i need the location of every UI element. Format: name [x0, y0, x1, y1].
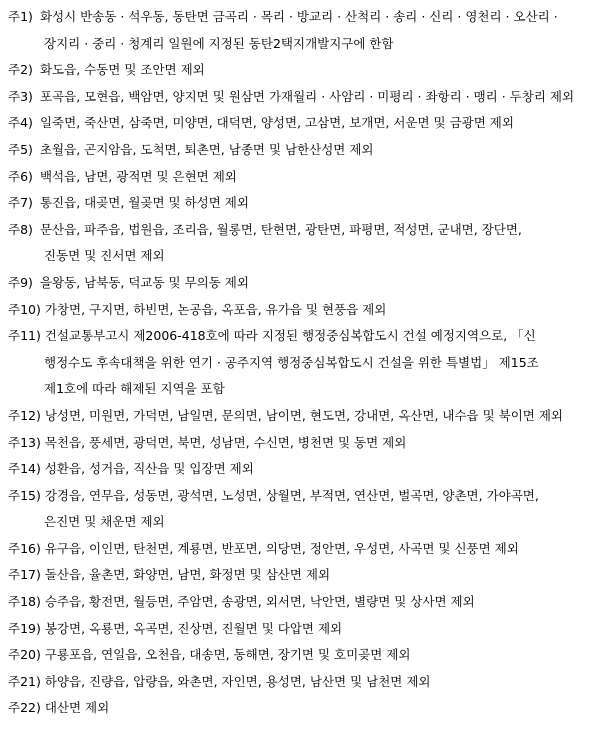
footnote-line	[8, 536, 603, 563]
footnote-label: 주14)	[8, 461, 41, 477]
footnote-5	[8, 137, 603, 164]
footnote-line	[8, 430, 603, 457]
footnote-text: 낭성면, 미원면, 가덕면, 남일면, 문의면, 남이면, 현도면, 강내면, 옥산면, 내수읍 및 북이면 제외	[44, 407, 563, 423]
footnote-text: 포곡읍, 모현읍, 백암면, 양지면 및 원삼면 가재월리 · 사암리 · 미평리 · 좌항리 · 맹리 · 두창리 제외	[39, 88, 575, 104]
footnote-4	[8, 110, 603, 137]
footnote-text: 진동면 및 진서면 제외	[44, 248, 165, 264]
footnote-7	[8, 190, 603, 217]
footnote-16	[8, 536, 603, 563]
footnote-text: 초월읍, 곤지암읍, 도척면, 퇴촌면, 남종면 및 남한산성면 제외	[39, 141, 374, 157]
footnote-label: 주8)	[8, 221, 33, 237]
footnote-text: 일죽면, 죽산면, 삼죽면, 미양면, 대덕면, 양성면, 고삼면, 보개면, 서운면 및 금광면 제외	[39, 115, 514, 131]
footnote-line	[8, 31, 603, 58]
footnote-15	[8, 483, 603, 536]
footnote-label: 주5)	[8, 141, 33, 157]
footnote-label: 주9)	[8, 274, 33, 290]
footnote-22	[8, 695, 603, 722]
footnote-3	[8, 84, 603, 111]
footnote-line	[8, 456, 603, 483]
footnote-line	[8, 616, 603, 643]
footnote-text: 목천읍, 풍세면, 광덕면, 북면, 성남면, 수신면, 병천면 및 동면 제외	[44, 434, 407, 450]
footnote-label: 주6)	[8, 168, 33, 184]
footnote-text: 행정수도 후속대책을 위한 연기 · 공주지역 행정중심복합도시 건설을 위한 특별법」 제15조	[44, 354, 539, 370]
footnote-text: 을왕동, 남북동, 덕교동 및 무의동 제외	[39, 274, 249, 290]
footnote-text: 성환읍, 성거읍, 직산읍 및 입장면 제외	[44, 461, 254, 477]
footnote-2	[8, 57, 603, 84]
footnote-text: 은진면 및 채운면 제외	[44, 514, 165, 530]
footnote-text: 문산읍, 파주읍, 법원읍, 조리읍, 월롱면, 탄현면, 광탄면, 파평면, 적성면, 군내면, 장단면,	[39, 221, 522, 237]
footnote-line	[8, 376, 603, 403]
footnote-line	[8, 164, 603, 191]
footnote-label: 주19)	[8, 620, 41, 636]
footnote-line	[8, 137, 603, 164]
footnote-text: 유구읍, 이인면, 탄천면, 계룡면, 반포면, 의당면, 정안면, 우성면, 사곡면 및 신풍면 제외	[44, 540, 519, 556]
footnote-line	[8, 642, 603, 669]
footnote-label: 주7)	[8, 195, 33, 211]
footnote-label: 주11)	[8, 328, 41, 344]
footnote-line	[8, 4, 603, 31]
footnote-label: 주2)	[8, 62, 33, 78]
footnote-18	[8, 589, 603, 616]
footnote-line	[8, 190, 603, 217]
footnote-11	[8, 323, 603, 403]
footnote-line	[8, 350, 603, 377]
footnote-line	[8, 323, 603, 350]
footnote-line	[8, 483, 603, 510]
footnote-text: 제1호에 따라 해제된 지역을 포함	[44, 381, 225, 397]
footnote-12	[8, 403, 603, 430]
footnote-label: 주17)	[8, 567, 41, 583]
footnote-text: 백석읍, 남면, 광적면 및 은현면 제외	[39, 168, 237, 184]
footnote-line	[8, 217, 603, 244]
footnote-text: 장지리 · 중리 · 청계리 일원에 지정된 동탄2택지개발지구에 한함	[44, 35, 394, 51]
footnote-8	[8, 217, 603, 270]
footnote-17	[8, 562, 603, 589]
footnote-text: 돌산읍, 율촌면, 화양면, 남면, 화정면 및 삼산면 제외	[44, 567, 331, 583]
footnote-line	[8, 243, 603, 270]
footnote-line	[8, 669, 603, 696]
footnote-line	[8, 297, 603, 324]
footnote-text: 승주읍, 황전면, 월등면, 주암면, 송광면, 외서면, 낙안면, 별량면 및 상사면 제외	[44, 594, 475, 610]
footnote-line	[8, 562, 603, 589]
footnote-text: 봉강면, 옥룡면, 옥곡면, 진상면, 진월면 및 다압면 제외	[44, 620, 343, 636]
footnote-line	[8, 695, 603, 722]
footnote-line	[8, 509, 603, 536]
footnote-line	[8, 589, 603, 616]
footnote-20	[8, 642, 603, 669]
footnote-label: 주10)	[8, 301, 41, 317]
footnote-text: 화도읍, 수동면 및 조안면 제외	[39, 62, 205, 78]
footnote-13	[8, 430, 603, 457]
footnote-label: 주21)	[8, 673, 41, 689]
footnote-21	[8, 669, 603, 696]
footnote-9	[8, 270, 603, 297]
footnote-line	[8, 403, 603, 430]
footnote-text: 구룡포읍, 연일읍, 오천읍, 대송면, 동해면, 장기면 및 호미곶면 제외	[44, 647, 411, 663]
footnote-1	[8, 4, 603, 57]
footnote-line	[8, 270, 603, 297]
footnote-19	[8, 616, 603, 643]
footnote-line	[8, 57, 603, 84]
footnote-line	[8, 110, 603, 137]
footnote-text: 강경읍, 연무읍, 성동면, 광석면, 노성면, 상월면, 부적면, 연산면, 벌곡면, 양촌면, 가야곡면,	[44, 487, 539, 503]
footnote-14	[8, 456, 603, 483]
footnote-label: 주20)	[8, 647, 41, 663]
footnote-label: 주13)	[8, 434, 41, 450]
footnote-text: 하양읍, 진량읍, 압량읍, 와촌면, 자인면, 용성면, 남산면 및 남천면 제외	[44, 673, 431, 689]
footnote-6	[8, 164, 603, 191]
footnote-text: 가창면, 구지면, 하빈면, 논공읍, 옥포읍, 유가읍 및 현풍읍 제외	[44, 301, 387, 317]
footnote-text: 화성시 반송동 · 석우동, 동탄면 금곡리 · 목리 · 방교리 · 산척리 · 송리 · 신리 · 영천리 · 오산리 ·	[39, 9, 558, 24]
footnote-label: 주1)	[8, 9, 33, 24]
footnote-text: 대산면 제외	[44, 700, 110, 716]
footnote-line	[8, 84, 603, 111]
footnote-label: 주15)	[8, 487, 41, 503]
footnote-label: 주12)	[8, 407, 41, 423]
footnote-label: 주18)	[8, 594, 41, 610]
footnote-label: 주3)	[8, 88, 33, 104]
footnote-label: 주16)	[8, 540, 41, 556]
footnote-label: 주22)	[8, 700, 41, 716]
footnote-text: 통진읍, 대곶면, 월곶면 및 하성면 제외	[39, 195, 249, 211]
footnote-10	[8, 297, 603, 324]
footnote-text: 건설교통부고시 제2006-418호에 따라 지정된 행정중심복합도시 건설 예정지역으로, 「신	[44, 328, 536, 344]
footnote-label: 주4)	[8, 115, 33, 131]
